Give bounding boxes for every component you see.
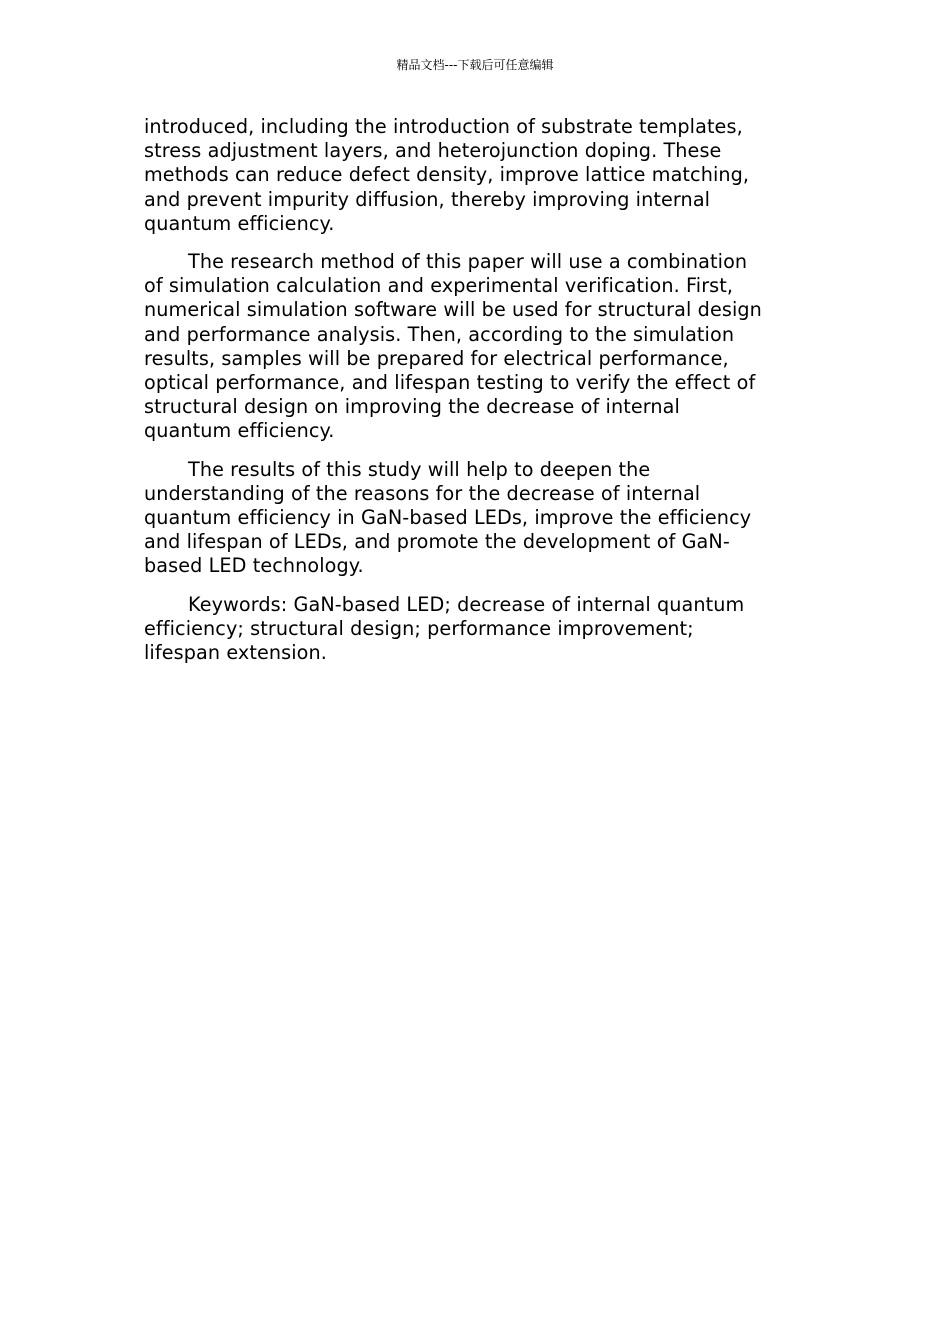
- paragraph-continuation: introduced, including the introduction of substrate templates, stress adjustment layers, and heterojunction doping. These methods can reduce defect density, improve lattice matching, and prevent impurity diffusion, thereby improving internal quantum efficiency.: [144, 115, 750, 235]
- page-header: 精品文档---下载后可任意编辑: [396, 58, 554, 72]
- paragraph-research-method: The research method of this paper will use a combination of simulation calculation and experimental verification. First, numerical simulation software will be used for structural design and performance analysis. Then, according to the simulation results, samples will be prepared for electrical performance, optical performance, and lifespan testing to verify the effect of structural design on improving the decrease of internal quantum efficiency.: [144, 250, 762, 443]
- paragraph-keywords: Keywords: GaN-based LED; decrease of internal quantum efficiency; structural design; performance improvement; lifespan extension.: [144, 592, 745, 665]
- document-body: [144, 115, 812, 679]
- paragraph-results: The results of this study will help to deepen the understanding of the reasons for the decrease of internal quantum efficiency in GaN-based LEDs, improve the efficiency and lifespan of LEDs, and promote the development of GaN- based LED technology.: [144, 457, 752, 578]
